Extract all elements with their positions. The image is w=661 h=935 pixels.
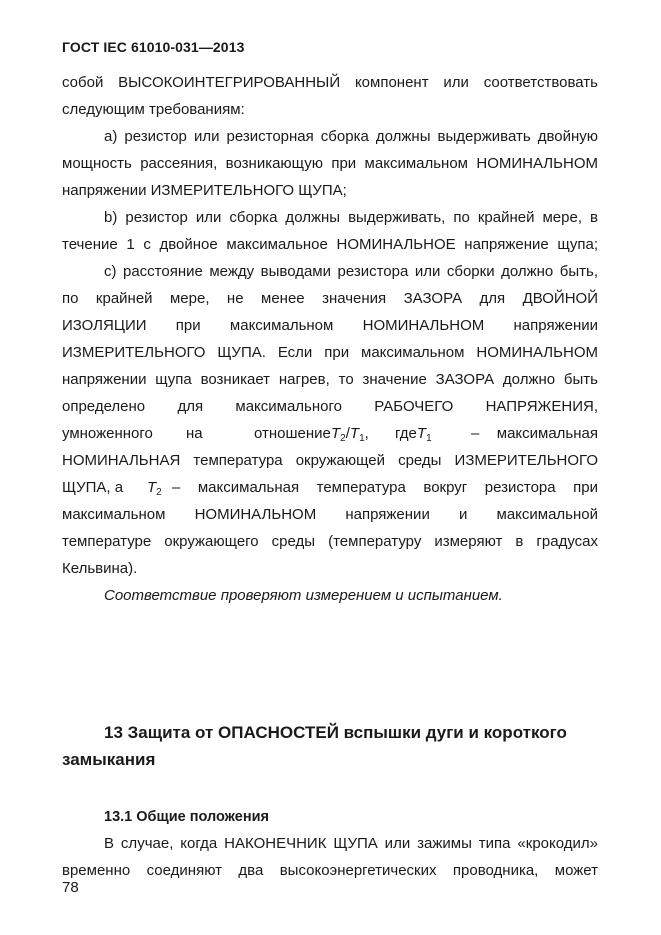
text-word: на [186,425,203,442]
text-line: НОМИНАЛЬНАЯ температура окружающей среды ИЗМЕРИТЕЛЬНОГО [62,452,598,469]
text-line: температуре окружающего среды (температуру измеряют в градусах [62,533,598,550]
text-line: собой ВЫСОКОИНТЕГРИРОВАННЫЙ компонент или соответствовать [62,74,598,91]
document-page: ГОСТ IEC 61010-031—2013 собой ВЫСОКОИНТЕГРИРОВАННЫЙ компонент или соответствовать следующим требованиям: а) резистор или резисторная сборка должны выдерживать двойную мощность рассеяния, возникающую при максимальном НОМИНАЛЬНОМ напряжении ИЗМЕРИТЕЛЬНОГО ЩУПА; b) резистор или сборка должны выдерживать, по крайней мере, в течение 1 с двойное максимальное НОМИНАЛЬНОЕ напряжение щупа; с) расстояние между выводами резистора или сборки должно быть, по крайней мере, не менее значения ЗАЗОРА для ДВОЙНОЙ ИЗОЛЯЦИИ при максимальном НОМИНАЛЬНОМ напряжении ИЗМЕРИТЕЛЬНОГО ЩУПА. Если при максимальном НОМИНАЛЬНОМ напряжении щупа возникает нагрев, то значение ЗАЗОРА должно быть определено для максимального РАБОЧЕГО НАПРЯЖЕНИЯ, умноженного на отношение $T_2/T_1$, гдеT$_1$ – максимальная НОМИНАЛЬНАЯ температура окружающей среды ИЗМЕРИТЕЛЬНОГО ЩУПА, а $T_2$ – максимальная температура вокруг резистора при максимальном НОМИНАЛЬНОМ напряжении и максимальной температуре окружающего среды (температуру измеряют в градусах Кельвина). Соответствие проверяют измерением и испытанием. 13 Защита от ОПАСНОСТЕЙ вспышки дуги и короткого замыкания 13.1 Общие положения В случае, когда НАКОНЕЧНИК ЩУПА или зажимы типа «крокодил» временно соединяют два высокоэнергетических проводника, может 78 [62,39,598,896]
section-heading-cont: замыкания [62,750,156,769]
text-line: определено для максимального РАБОЧЕГО НАПРЯЖЕНИЯ, [62,398,598,415]
text-line: максимальном НОМИНАЛЬНОМ напряжении и максимальной [62,506,598,523]
text-dash: – [471,425,480,442]
page-number: 78 [62,879,79,896]
text-line: временно соединяют два высокоэнергетических проводника, может [62,862,598,879]
text-line: ИЗМЕРИТЕЛЬНОГО ЩУПА. Если при максимальном НОМИНАЛЬНОМ [62,344,598,361]
text-line: напряжении щупа возникает нагрев, то значение ЗАЗОРА должно быть [62,371,598,388]
text-line: течение 1 с двойное максимальное НОМИНАЛЬНОЕ напряжение щупа; [62,236,598,253]
text-word: максимальная [496,425,598,442]
section-heading: 13 Защита от ОПАСНОСТЕЙ вспышки дуги и короткого [104,723,567,742]
list-item-b: b) резистор или сборка должны выдерживать, по крайней мере, в [104,209,598,226]
text-line: ИЗОЛЯЦИИ при максимальном НОМИНАЛЬНОМ напряжении [62,317,598,334]
text-word: гдеT$_1$ [395,425,432,444]
text-line: напряжении ИЗМЕРИТЕЛЬНОГО ЩУПА; [62,182,347,199]
list-item-a: а) резистор или резисторная сборка должны выдерживать двойную [104,128,598,145]
list-item-c: с) расстояние между выводами резистора или сборки должно быть, [104,263,598,280]
text-line: по крайней мере, не менее значения ЗАЗОРА для ДВОЙНОЙ [62,290,598,307]
text-word: умноженного [62,425,153,442]
text-line: В случае, когда НАКОНЕЧНИК ЩУПА или зажимы типа «крокодил» [104,835,598,852]
text-line: мощность рассеяния, возникающую при максимальном НОМИНАЛЬНОМ [62,155,598,172]
document-header: ГОСТ IEC 61010-031—2013 [62,39,245,55]
subsection-heading: 13.1 Общие положения [104,809,269,825]
text-line: следующим требованиям: [62,101,245,118]
compliance-note: Соответствие проверяют измерением и испытанием. [104,587,503,604]
text-word: отношение [254,425,331,442]
temperature-ratio: $T_2/T_1$, [331,425,369,444]
text-line: Кельвина). [62,560,138,577]
